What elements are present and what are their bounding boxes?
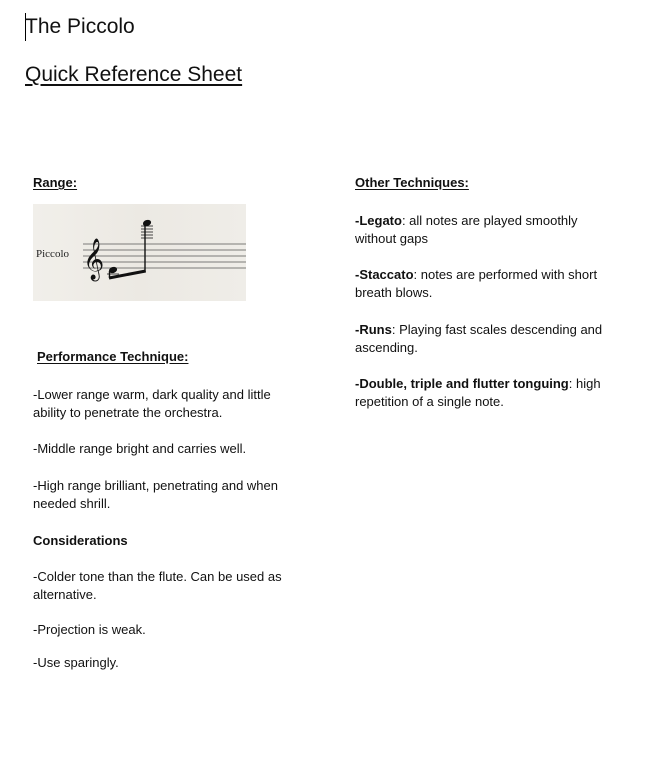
technique-term: -Staccato xyxy=(355,267,414,282)
consideration-item-sparingly: -Use sparingly. xyxy=(33,655,119,670)
consideration-item-tone: -Colder tone than the flute. Can be used as alternative. xyxy=(33,569,282,602)
range-heading: Range: xyxy=(33,175,78,190)
technique-staccato xyxy=(355,266,617,302)
technique-term: -Double, triple and flutter tonguing xyxy=(355,376,569,391)
considerations-heading: Considerations xyxy=(33,533,128,548)
document-title: The Piccolo xyxy=(25,15,135,38)
technique-desc: : Playing fast scales descending and ascending. xyxy=(355,322,603,355)
document-subtitle: Quick Reference Sheet xyxy=(25,63,243,86)
consideration-item-projection: -Projection is weak. xyxy=(33,622,146,637)
technique-term: -Runs xyxy=(355,322,392,337)
performance-item-lower: -Lower range warm, dark quality and little ability to penetrate the orchestra. xyxy=(33,387,271,420)
technique-desc: : notes are performed with short breath blows. xyxy=(355,267,598,300)
treble-clef-icon: 𝄞 xyxy=(83,239,105,280)
performance-item-middle: -Middle range bright and carries well. xyxy=(33,441,247,456)
technique-desc: : high repetition of a single note. xyxy=(355,376,601,409)
performance-heading: Performance Technique: xyxy=(37,349,189,364)
piccolo-range-image xyxy=(33,204,246,301)
technique-legato xyxy=(355,212,617,248)
technique-tonguing xyxy=(355,375,617,411)
technique-term: -Legato xyxy=(355,213,402,228)
technique-desc: : all notes are played smoothly without gaps xyxy=(355,213,578,246)
instrument-label: Piccolo xyxy=(36,248,69,260)
staff-notation xyxy=(33,204,246,301)
performance-item-high: -High range brilliant, penetrating and when needed shrill. xyxy=(33,478,278,511)
other-techniques-heading: Other Techniques: xyxy=(355,175,469,190)
technique-runs xyxy=(355,321,617,357)
